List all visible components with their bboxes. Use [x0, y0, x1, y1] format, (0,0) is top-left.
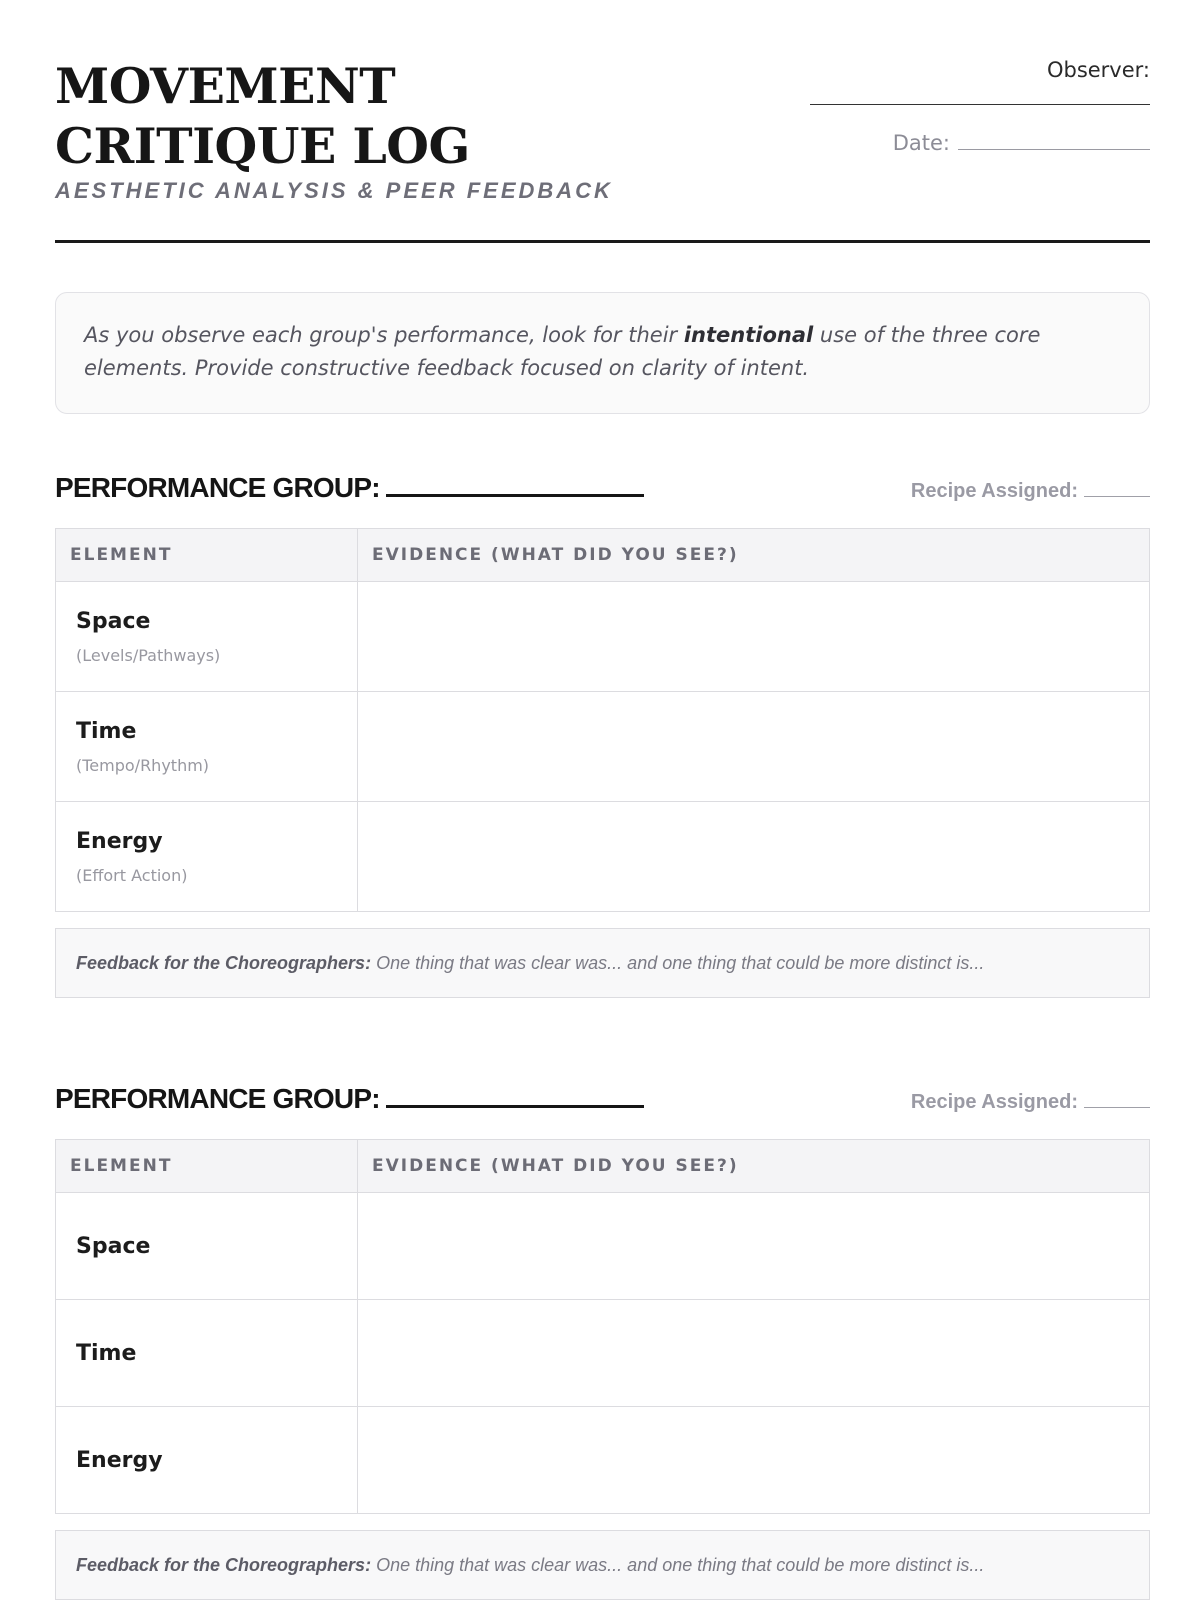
table-row: [56, 1193, 1150, 1300]
feedback-label: Feedback for the Choreographers:: [76, 1555, 372, 1575]
element-name: Time: [76, 718, 137, 744]
table-header-row: [56, 1140, 1150, 1193]
feedback-label: Feedback for the Choreographers:: [76, 953, 372, 973]
instructions-text-before: As you observe each group's performance, look for their: [84, 323, 684, 347]
table-row: [56, 1300, 1150, 1407]
group-name-field[interactable]: [386, 493, 644, 497]
element-name: Energy: [76, 828, 163, 854]
column-header-evidence: EVIDENCE (WHAT DID YOU SEE?): [358, 529, 1150, 582]
group-title-label: PERFORMANCE GROUP:: [55, 472, 380, 503]
elements-table: [55, 528, 1150, 912]
table-row: [56, 692, 1150, 802]
date-row: [790, 129, 1150, 157]
element-cell: [56, 582, 358, 692]
element-name: Energy: [76, 1447, 163, 1473]
column-header-evidence: EVIDENCE (WHAT DID YOU SEE?): [358, 1140, 1150, 1193]
page-title: MOVEMENT CRITIQUE LOG: [55, 57, 470, 175]
recipe-label: Recipe Assigned:: [910, 1091, 1078, 1113]
evidence-cell[interactable]: [358, 1407, 1150, 1514]
observer-meta: [790, 56, 1150, 157]
evidence-cell[interactable]: [358, 1300, 1150, 1407]
worksheet-page: [55, 0, 1150, 1575]
feedback-box[interactable]: [55, 928, 1150, 998]
table-row: [56, 1407, 1150, 1514]
element-cell: [56, 1193, 358, 1300]
recipe-field[interactable]: [1084, 1106, 1150, 1108]
feedback-box[interactable]: [55, 1530, 1150, 1600]
page-header: [55, 0, 1150, 243]
element-cell: [56, 1300, 358, 1407]
instructions-text-after: use of the three core elements. Provide constructive feedback focused on clarity of intent.: [84, 323, 1041, 380]
element-cell: [56, 1407, 358, 1514]
recipe-field[interactable]: [1084, 495, 1150, 497]
instructions-box: [55, 292, 1150, 414]
evidence-cell[interactable]: [358, 1193, 1150, 1300]
column-header-element: ELEMENT: [56, 529, 358, 582]
elements-table: [55, 1139, 1150, 1514]
table-row: [56, 582, 1150, 692]
page-subtitle: AESTHETIC ANALYSIS & PEER FEEDBACK: [55, 178, 613, 203]
element-hint: (Levels/Pathways): [76, 645, 221, 665]
group-header: [55, 1083, 1150, 1127]
column-header-element: ELEMENT: [56, 1140, 358, 1193]
evidence-cell[interactable]: [358, 582, 1150, 692]
group-title: [55, 472, 644, 504]
performance-group-2: [55, 1083, 1150, 1575]
recipe-label: Recipe Assigned:: [910, 480, 1078, 502]
observer-label: Observer:: [1046, 58, 1150, 82]
date-label: Date:: [892, 131, 950, 155]
evidence-cell[interactable]: [358, 802, 1150, 912]
observer-field[interactable]: [810, 104, 1150, 105]
element-cell: [56, 692, 358, 802]
date-field[interactable]: [958, 148, 1150, 150]
group-name-field[interactable]: [386, 1104, 644, 1108]
element-name: Time: [76, 1340, 137, 1366]
performance-group-1: [55, 472, 1150, 973]
group-header: [55, 472, 1150, 516]
recipe-assigned: [911, 1091, 1150, 1114]
recipe-assigned: [911, 480, 1150, 503]
group-title-label: PERFORMANCE GROUP:: [55, 1083, 380, 1114]
element-name: Space: [76, 1233, 151, 1259]
element-hint: (Effort Action): [76, 865, 188, 885]
feedback-prompt: One thing that was clear was... and one thing that could be more distinct is...: [371, 953, 985, 973]
feedback-prompt: One thing that was clear was... and one thing that could be more distinct is...: [371, 1555, 985, 1575]
element-cell: [56, 802, 358, 912]
group-title: [55, 1083, 644, 1115]
element-name: Space: [76, 608, 151, 634]
evidence-cell[interactable]: [358, 692, 1150, 802]
table-header-row: [56, 529, 1150, 582]
element-hint: (Tempo/Rhythm): [76, 755, 210, 775]
instructions-emphasis: intentional: [683, 323, 814, 347]
table-row: [56, 802, 1150, 912]
